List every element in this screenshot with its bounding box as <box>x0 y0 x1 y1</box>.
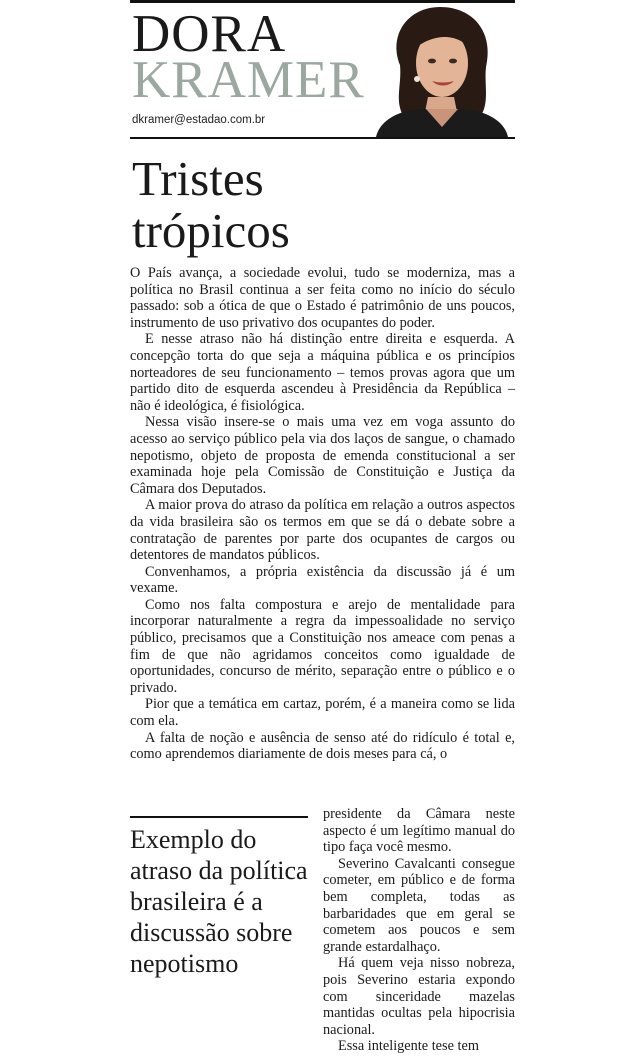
author-photo <box>358 5 518 137</box>
article-title <box>132 153 290 257</box>
pullquote: Exemplo do atraso da política brasileira é a discussão sobre nepotismo <box>130 825 308 978</box>
header-rule <box>130 137 515 139</box>
author-first-name: DORA <box>132 5 287 63</box>
paragraph: Convenhamos, a própria existência da discussão já é um vexame. <box>130 563 515 597</box>
paragraph: Nessa visão insere-se o mais uma vez em voga assunto do acesso ao serviço público pela via dos laços de sangue, o chamado nepotismo, objeto de proposta de emenda constitucional a ser examinada hoje pela Comissão de Constituição e Justiça da Câmara dos Deputados. <box>130 414 515 497</box>
article-title-line-1: Tristes <box>132 151 264 206</box>
article-title-line-2: trópicos <box>132 203 290 258</box>
paragraph: Como nos falta compostura e arejo de mentalidade para incorporar naturalmente a regra da impessoalidade no serviço público, precisamos que a Constituição nos ameace com penas a fim de que não agridamos conceitos como igualdade de oportunidades, concurso de mérito, separação entre o público e o privado. <box>130 596 515 696</box>
article-body-continued <box>323 806 515 1055</box>
newspaper-column <box>130 0 515 1062</box>
article-body <box>130 265 515 763</box>
paragraph: presidente da Câmara neste aspecto é um legítimo manual do tipo faça você mesmo. <box>323 806 515 856</box>
paragraph: E nesse atraso não há distinção entre direita e esquerda. A concepção torta do que seja a máquina pública e os princípios norteadores de seu funcionamento – temos provas agora que um partido dito de esquerda ascendeu à Presidência da República – não é ideológica, é fisiológica. <box>130 331 515 414</box>
paragraph: Há quem veja nisso nobreza, pois Severino estaria expondo com sinceridade mazelas mantidas ocultas pela hipocrisia nacional. <box>323 955 515 1038</box>
pullquote-rule <box>130 816 308 818</box>
paragraph: O País avança, a sociedade evolui, tudo se moderniza, mas a política no Brasil continua a ser feita como no início do século passado: sob a ótica de que o Estado é patrimônio de uns poucos, instrumento de uso privativo dos ocupantes do poder. <box>130 265 515 331</box>
author-last-name: KRAMER <box>132 51 365 109</box>
author-email: dkramer@estadao.com.br <box>132 114 266 126</box>
top-rule <box>130 0 515 3</box>
paragraph: A maior prova do atraso da política em relação a outros aspectos da vida brasileira são os termos em que se dá o debate sobre a contratação de parentes por parte dos ocupantes de cargos ou detentores de mandatos públicos. <box>130 497 515 564</box>
paragraph: Essa inteligente tese tem <box>338 1038 479 1055</box>
paragraph: Pior que a temática em cartaz, porém, é a maneira como se lida com ela. <box>130 696 515 730</box>
paragraph: Severino Cavalcanti consegue cometer, em público e de forma bem completa, todas as barbaridades que em geral se cometem aos poucos e sem grande estardalhaço. <box>323 855 515 955</box>
paragraph: A falta de noção e ausência de senso até do ridículo é total e, como aprendemos diariamente de dois meses para cá, o <box>130 729 515 763</box>
